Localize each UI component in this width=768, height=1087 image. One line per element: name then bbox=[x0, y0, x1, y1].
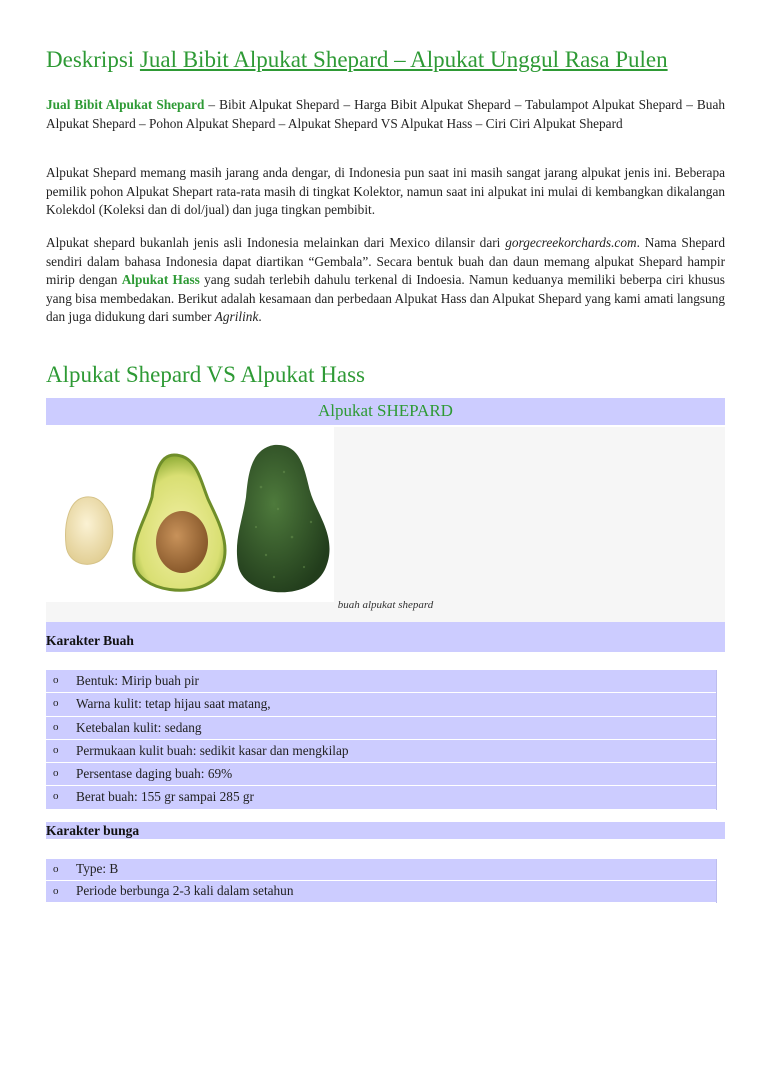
section-title-fruit: Karakter Buah bbox=[46, 622, 725, 652]
para3-c: yang sudah terlebih dahulu terkenal di Indoesia. Namun keduanya memiliki beberpa ciri khusus yang bisa membedakan. Berikut adalah kesamaan dan perbedaan Alpukat Hass dan Alpukat Shepard yang kami amati langsung dan juga didukung dari sumber bbox=[46, 272, 725, 325]
seed-shape bbox=[66, 497, 113, 564]
para3-a: Alpukat shepard bukanlah jenis asli Indonesia melainkan dari Mexico dilansir dari bbox=[46, 235, 506, 250]
bullet-icon: o bbox=[53, 885, 59, 897]
list-item bbox=[46, 881, 716, 903]
list-item bbox=[46, 763, 716, 786]
source-link[interactable]: gorgecreekorchards.com bbox=[505, 235, 637, 250]
bullet-icon: o bbox=[53, 697, 59, 710]
page-title bbox=[46, 47, 668, 73]
list-item-text: Periode berbunga 2-3 kali dalam setahun bbox=[76, 883, 294, 898]
list-item-text: Bentuk: Mirip buah pir bbox=[76, 673, 199, 688]
comparison-heading: Alpukat Shepard VS Alpukat Hass bbox=[46, 362, 366, 387]
intro-lead-link[interactable]: Jual Bibit Alpukat Shepard bbox=[46, 97, 205, 112]
paragraph-3 bbox=[46, 234, 725, 327]
list-item-text: Persentase daging buah: 69% bbox=[76, 766, 233, 782]
para3-d: . bbox=[258, 309, 262, 325]
list-item bbox=[46, 786, 716, 809]
list-item-text: Berat buah: 155 gr sampai 285 gr bbox=[76, 789, 254, 805]
avocado-image bbox=[46, 427, 334, 602]
bullet-icon: o bbox=[53, 743, 59, 756]
list-item bbox=[46, 740, 716, 763]
list-item-text: Ketebalan kulit: sedang bbox=[76, 719, 202, 735]
list-item bbox=[46, 670, 716, 693]
hass-link[interactable]: Alpukat Hass bbox=[121, 272, 200, 288]
avocado-illustration bbox=[46, 427, 334, 602]
image-caption: buah alpukat shepard bbox=[337, 599, 434, 611]
whole-avocado bbox=[237, 445, 330, 592]
list-item bbox=[46, 693, 716, 716]
bullet-icon: o bbox=[53, 767, 59, 780]
table-header: Alpukat SHEPARD bbox=[46, 398, 725, 425]
list-item bbox=[46, 859, 716, 881]
fruit-characteristics-list bbox=[46, 670, 717, 810]
bullet-icon: o bbox=[53, 863, 59, 875]
agrilink-source: Agrilink bbox=[214, 309, 259, 325]
list-item bbox=[46, 717, 716, 740]
para3-b: . Nama Shepard sendiri dalam bahasa Indonesia dapat diartikan “Gembala”. Secara bentuk buah dan daun memang alpukat Shepard hampir mirip dengan bbox=[46, 235, 726, 288]
bullet-icon: o bbox=[53, 790, 59, 803]
title-prefix: Deskripsi bbox=[46, 47, 140, 72]
paragraph-2: Alpukat Shepard memang masih jarang anda dengar, di Indonesia pun saat ini masih sangat jarang alpukat jenis ini. Beberapa pemilik pohon Alpukat Shepart rata-rata masih di tingkat Kolektor, namun saat ini alpukat ini mulai di kembangkan dikalangan Kolekdol (Koleksi dan di dol/jual) dan juga tingkan pembibit. bbox=[46, 165, 725, 218]
section-title-flower: Karakter bunga bbox=[46, 822, 725, 839]
intro-rest: – Bibit Alpukat Shepard – Harga Bibit Alpukat Shepard – Tabulampot Alpukat Shepard – Buah Alpukat Shepard – Pohon Alpukat Shepard – Alpukat Shepard VS Alpukat Hass – Ciri Ciri Alpukat Shepard bbox=[46, 97, 725, 131]
bullet-icon: o bbox=[53, 674, 59, 686]
intro-paragraph bbox=[46, 96, 725, 133]
list-item-text: Warna kulit: tetap hijau saat matang, bbox=[76, 696, 271, 712]
list-item-text: Type: B bbox=[76, 861, 119, 876]
bullet-icon: o bbox=[53, 720, 59, 733]
image-cell bbox=[46, 427, 725, 622]
flower-characteristics-list bbox=[46, 859, 717, 903]
avocado-pit bbox=[156, 511, 208, 573]
list-item-text: Permukaan kulit buah: sedikit kasar dan mengkilap bbox=[76, 742, 349, 758]
title-link[interactable]: Jual Bibit Alpukat Shepard – Alpukat Unggul Rasa Pulen bbox=[139, 47, 668, 72]
